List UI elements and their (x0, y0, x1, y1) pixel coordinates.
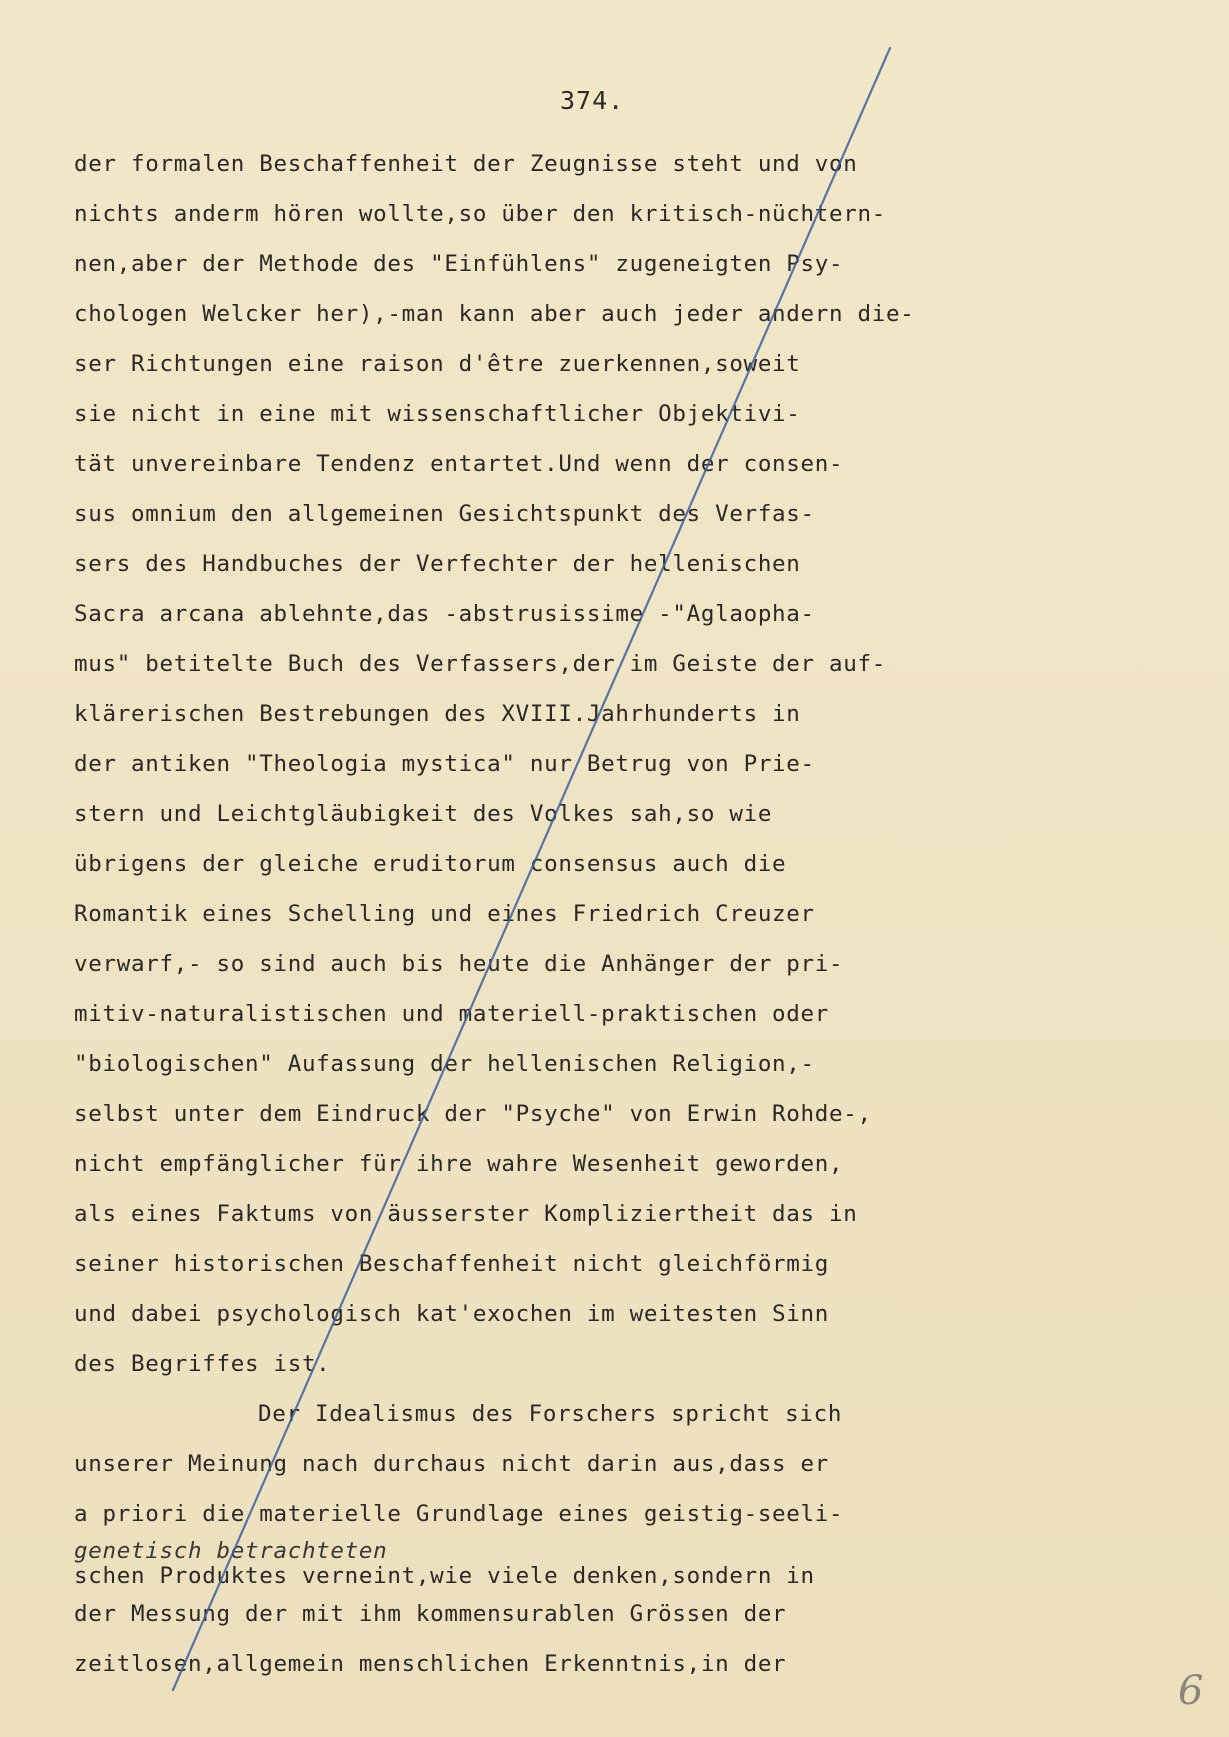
text-line: klärerischen Bestrebungen des XVIII.Jahrhunderts in (74, 701, 801, 727)
text-line: sers des Handbuches der Verfechter der hellenischen (74, 551, 801, 577)
text-line: mitiv-naturalistischen und materiell-praktischen oder (74, 1001, 830, 1027)
text-line: selbst unter dem Eindruck der "Psyche" von Erwin Rohde-, (74, 1101, 872, 1127)
text-line: nichts anderm hören wollte,so über den kritisch-nüchtern- (74, 201, 887, 227)
text-line: der formalen Beschaffenheit der Zeugnisse steht und von (74, 151, 858, 177)
text-line: seiner historischen Beschaffenheit nicht gleichförmig (74, 1251, 830, 1277)
text-line: sie nicht in eine mit wissenschaftlicher Objektivi- (74, 401, 801, 427)
text-line: der antiken "Theologia mystica" nur Betrug von Prie- (74, 751, 815, 777)
text-line: nen,aber der Methode des "Einfühlens" zugeneigten Psy- (74, 251, 844, 277)
text-line: "biologischen" Aufassung der hellenischen Religion,- (74, 1051, 815, 1077)
text-line: nicht empfänglicher für ihre wahre Wesenheit geworden, (74, 1151, 844, 1177)
handwritten-insertion: genetisch betrachteten (74, 1538, 388, 1564)
text-line: zeitlosen,allgemein menschlichen Erkenntnis,in der (74, 1651, 787, 1677)
margin-page-note: 6 (1178, 1668, 1204, 1714)
text-line: mus" betitelte Buch des Verfassers,der im Geiste der auf- (74, 651, 887, 677)
text-line: des Begriffes ist. (74, 1351, 331, 1377)
text-line: ser Richtungen eine raison d'être zuerkennen,soweit (74, 351, 801, 377)
text-line: verwarf,- so sind auch bis heute die Anhänger der pri- (74, 951, 844, 977)
text-line: chologen Welcker her),-man kann aber auch jeder andern die- (74, 301, 915, 327)
text-line: Romantik eines Schelling und eines Friedrich Creuzer (74, 901, 815, 927)
text-line: unserer Meinung nach durchaus nicht darin aus,dass er (74, 1451, 830, 1477)
text-line: und dabei psychologisch kat'exochen im weitesten Sinn (74, 1301, 830, 1327)
text-line: tät unvereinbare Tendenz entartet.Und wenn der consen- (74, 451, 844, 477)
text-line: Sacra arcana ablehnte,das -abstrusissime -"Aglaopha- (74, 601, 815, 627)
text-line: sus omnium den allgemeinen Gesichtspunkt des Verfas- (74, 501, 815, 527)
text-line: stern und Leichtgläubigkeit des Volkes sah,so wie (74, 801, 773, 827)
text-line: übrigens der gleiche eruditorum consensus auch die (74, 851, 787, 877)
text-line: als eines Faktums von äusserster Kompliziertheit das in (74, 1201, 858, 1227)
typed-text-block (74, 139, 1154, 1689)
text-line: schen Produktes verneint,wie viele denken,sondern in (74, 1563, 815, 1589)
text-line: a priori die materielle Grundlage eines geistig-seeli- (74, 1501, 844, 1527)
page-number: 374. (560, 86, 625, 115)
text-line: der Messung der mit ihm kommensurablen Grössen der (74, 1601, 787, 1627)
paragraph-first-line: Der Idealismus des Forschers spricht sich (258, 1401, 843, 1427)
